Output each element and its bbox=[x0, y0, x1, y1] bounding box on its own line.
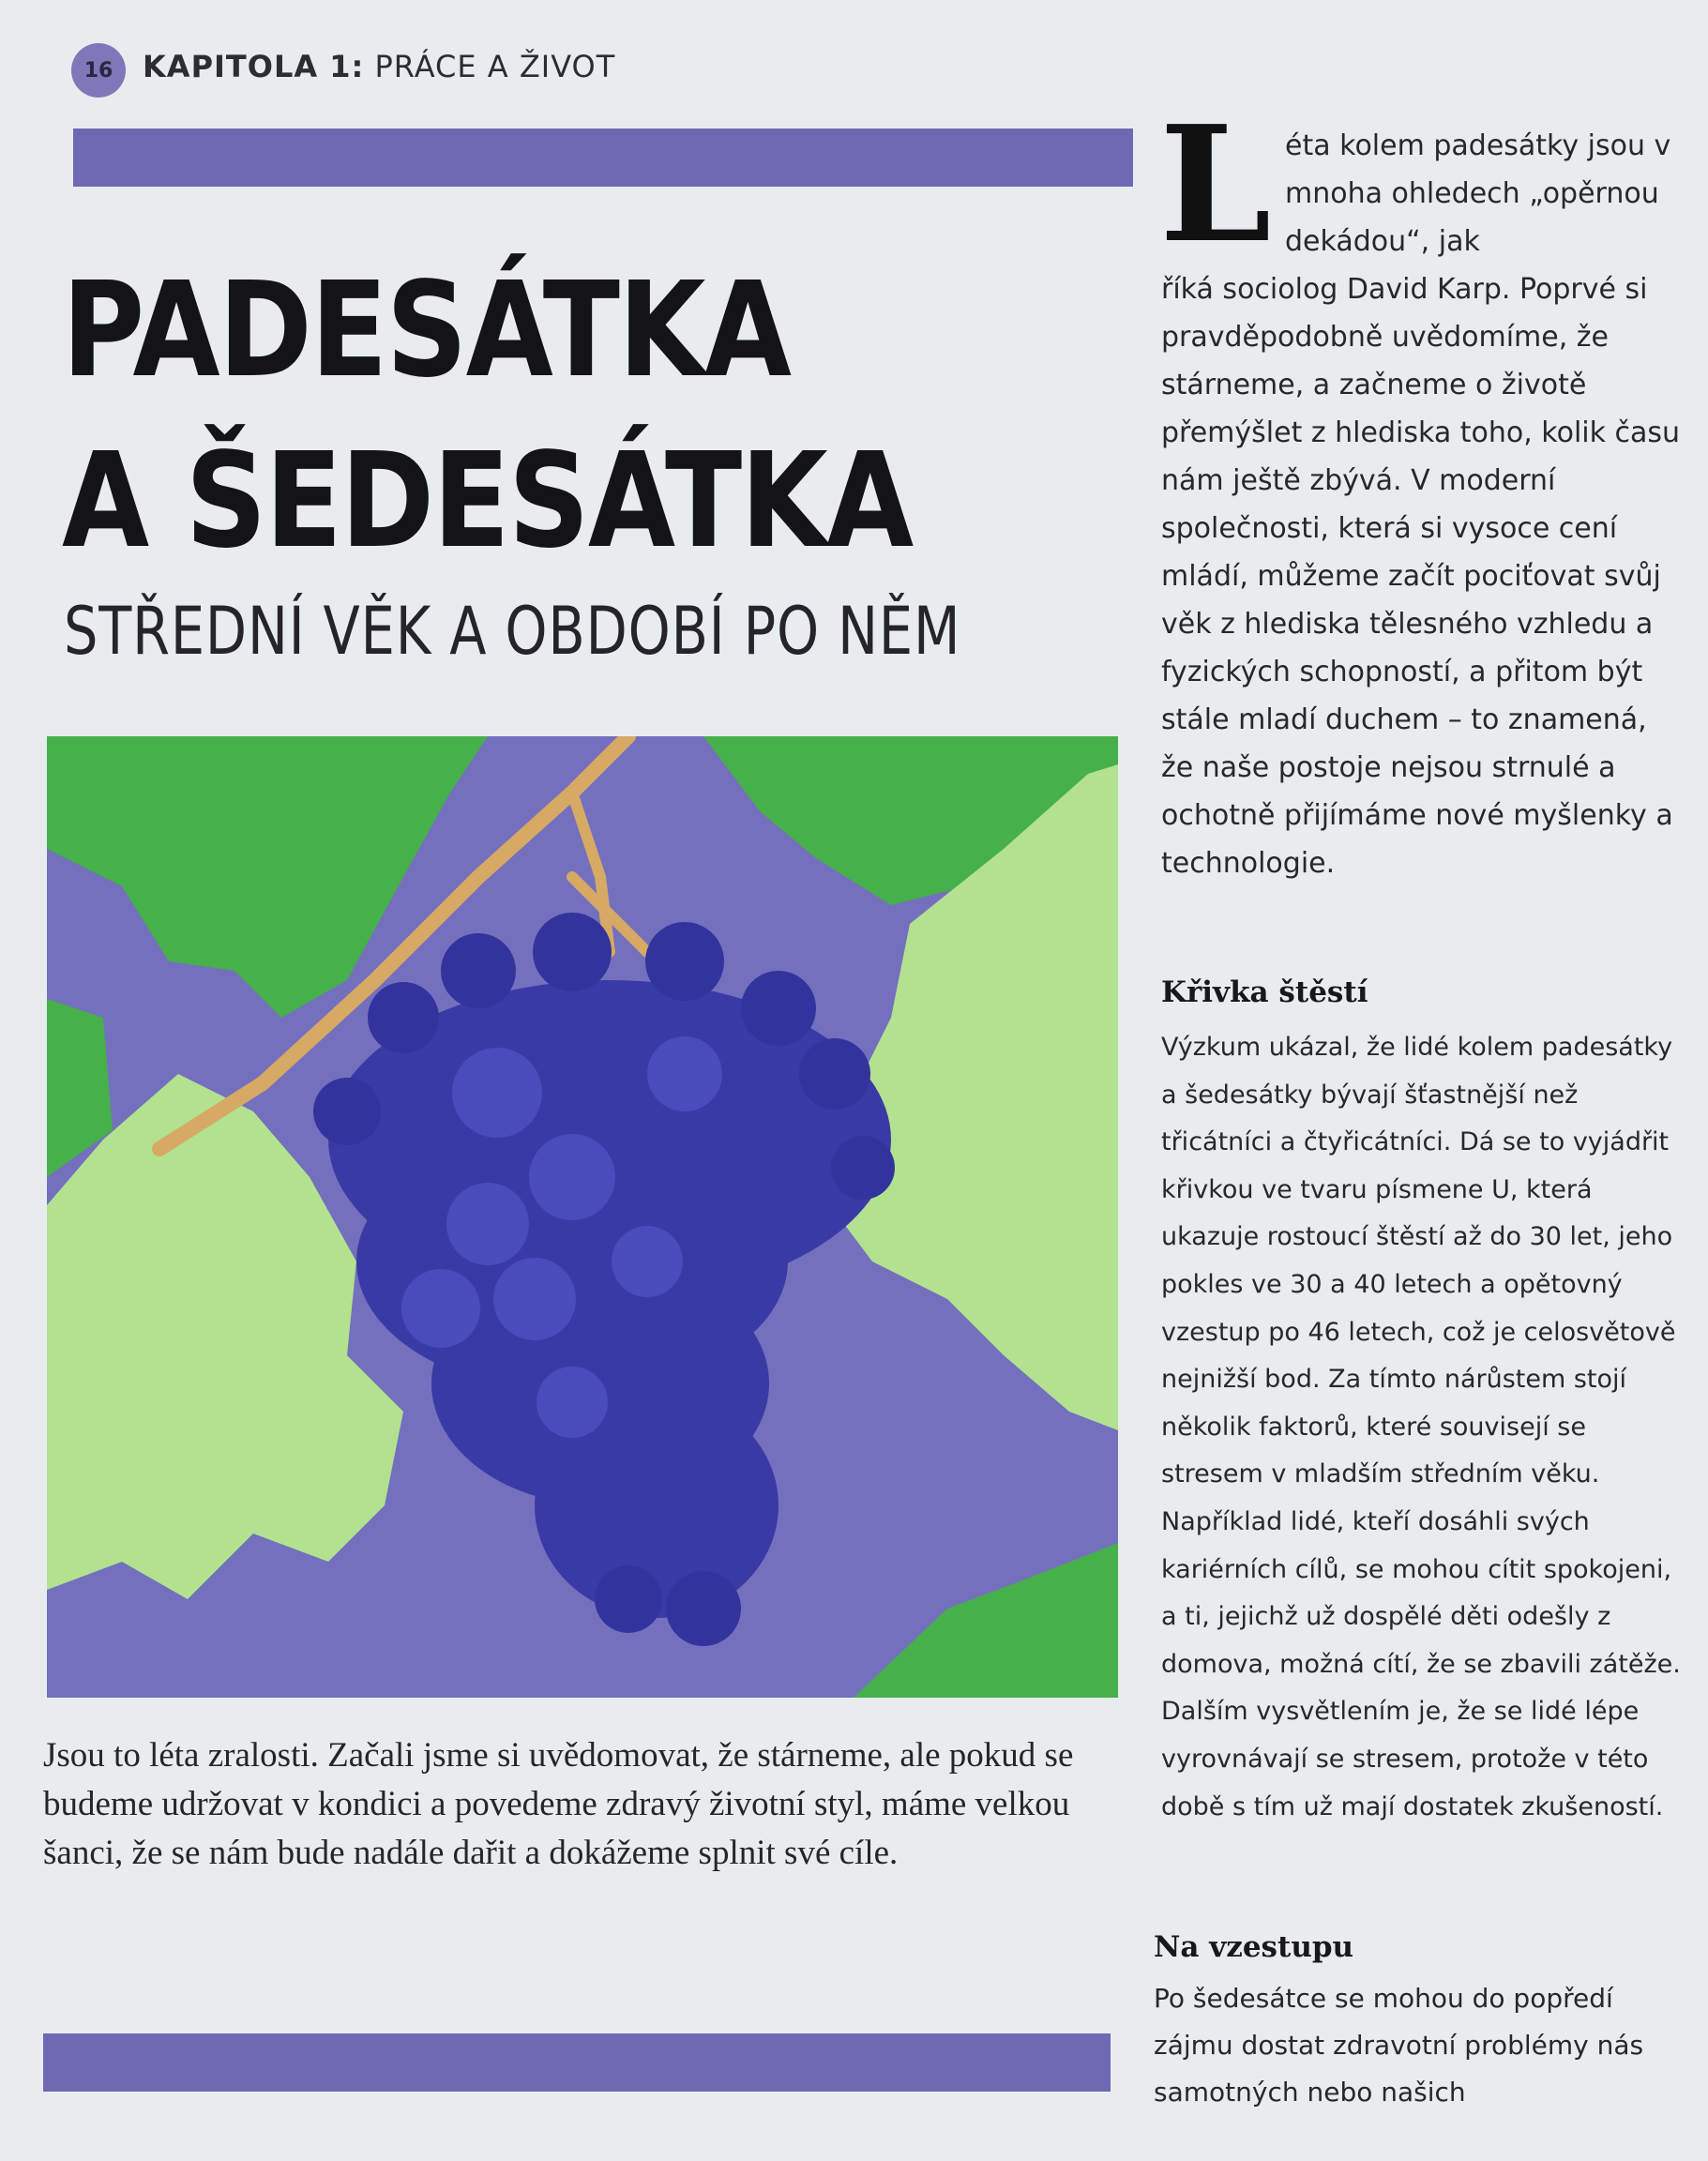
drop-cap: L bbox=[1159, 91, 1272, 279]
intro-first-lines: éta kolem padesátky jsou v mnoha ohledech „opěrnou dekádou“, jak bbox=[1285, 129, 1671, 258]
intro-paragraph: říká sociolog David Karp. Poprvé si pravděpodobně uvědomíme, že stárneme, a začneme o životě přemýšlet z hlediska toho, kolik času nám ještě zbývá. V moderní společnosti, která si vysoce cení mládí, můžeme začít pociťovat svůj věk z hlediska tělesného vzhledu a fyzických schopností, a přitom být stále mladí duchem – to znamená, že naše postoje nejsou strnulé a ochotně přijímáme nové myšlenky a technologie. bbox=[1161, 273, 1681, 880]
page-title bbox=[62, 246, 949, 587]
section-body-happiness-curve: Výzkum ukázal, že lidé kolem padesátky a šedesátky bývají šťastnější než třicátníci a čtyřicátníci. Dá se to vyjádřit křivkou ve tvaru písmene U, která ukazuje rostoucí štěstí až do 30 let, jeho pokles ve 30 a 40 letech a opětovný vzestup po 46 letech, což je celosvětově nejnižší bod. Za tímto nárůstem stojí několik faktorů, které souvisejí se stresem v mladším středním věku. Například lidé, kteří dosáhli svých kariérních cílů, se mohou cítit spokojeni, a ti, jejichž už dospělé děti odešly z domova, možná cítí, že se zbavili zátěže. Dalším vysvětlením je, že se lidé lépe vyrovnávají se stresem, protože v této době s tím už mají dostatek zkušeností. bbox=[1161, 1033, 1681, 1821]
section-heading-on-the-rise: Na vzestupu bbox=[1154, 1930, 1354, 1964]
lead-paragraph: Jsou to léta zralosti. Začali jsme si uvědomovat, že stárneme, ale pokud se budeme udržovat v kondici a povedeme zdravý životní styl, máme velkou šanci, že se nám bude nadále dařit a dokážeme splnit své cíle. bbox=[43, 1736, 1074, 1872]
bottom-accent-bar bbox=[43, 2033, 1111, 2092]
section-heading-happiness-curve: Křivka štěstí bbox=[1161, 975, 1368, 1009]
top-accent-bar bbox=[73, 128, 1133, 187]
grapes-illustration bbox=[47, 736, 1118, 1698]
chapter-name: PRÁCE A ŽIVOT bbox=[364, 49, 616, 84]
page-number-badge: 16 bbox=[71, 43, 126, 98]
page-subtitle: STŘEDNÍ VĚK A OBDOBÍ PO NĚM bbox=[64, 593, 961, 670]
title-line-1: PADESÁTKA bbox=[62, 254, 791, 407]
chapter-title bbox=[143, 49, 615, 84]
chapter-label: KAPITOLA 1: bbox=[143, 49, 365, 84]
title-line-2: A ŠEDESÁTKA bbox=[62, 425, 913, 578]
section-body-on-the-rise: Po šedesátce se mohou do popředí zájmu dostat zdravotní problémy nás samotných nebo našich bbox=[1154, 1983, 1644, 2108]
